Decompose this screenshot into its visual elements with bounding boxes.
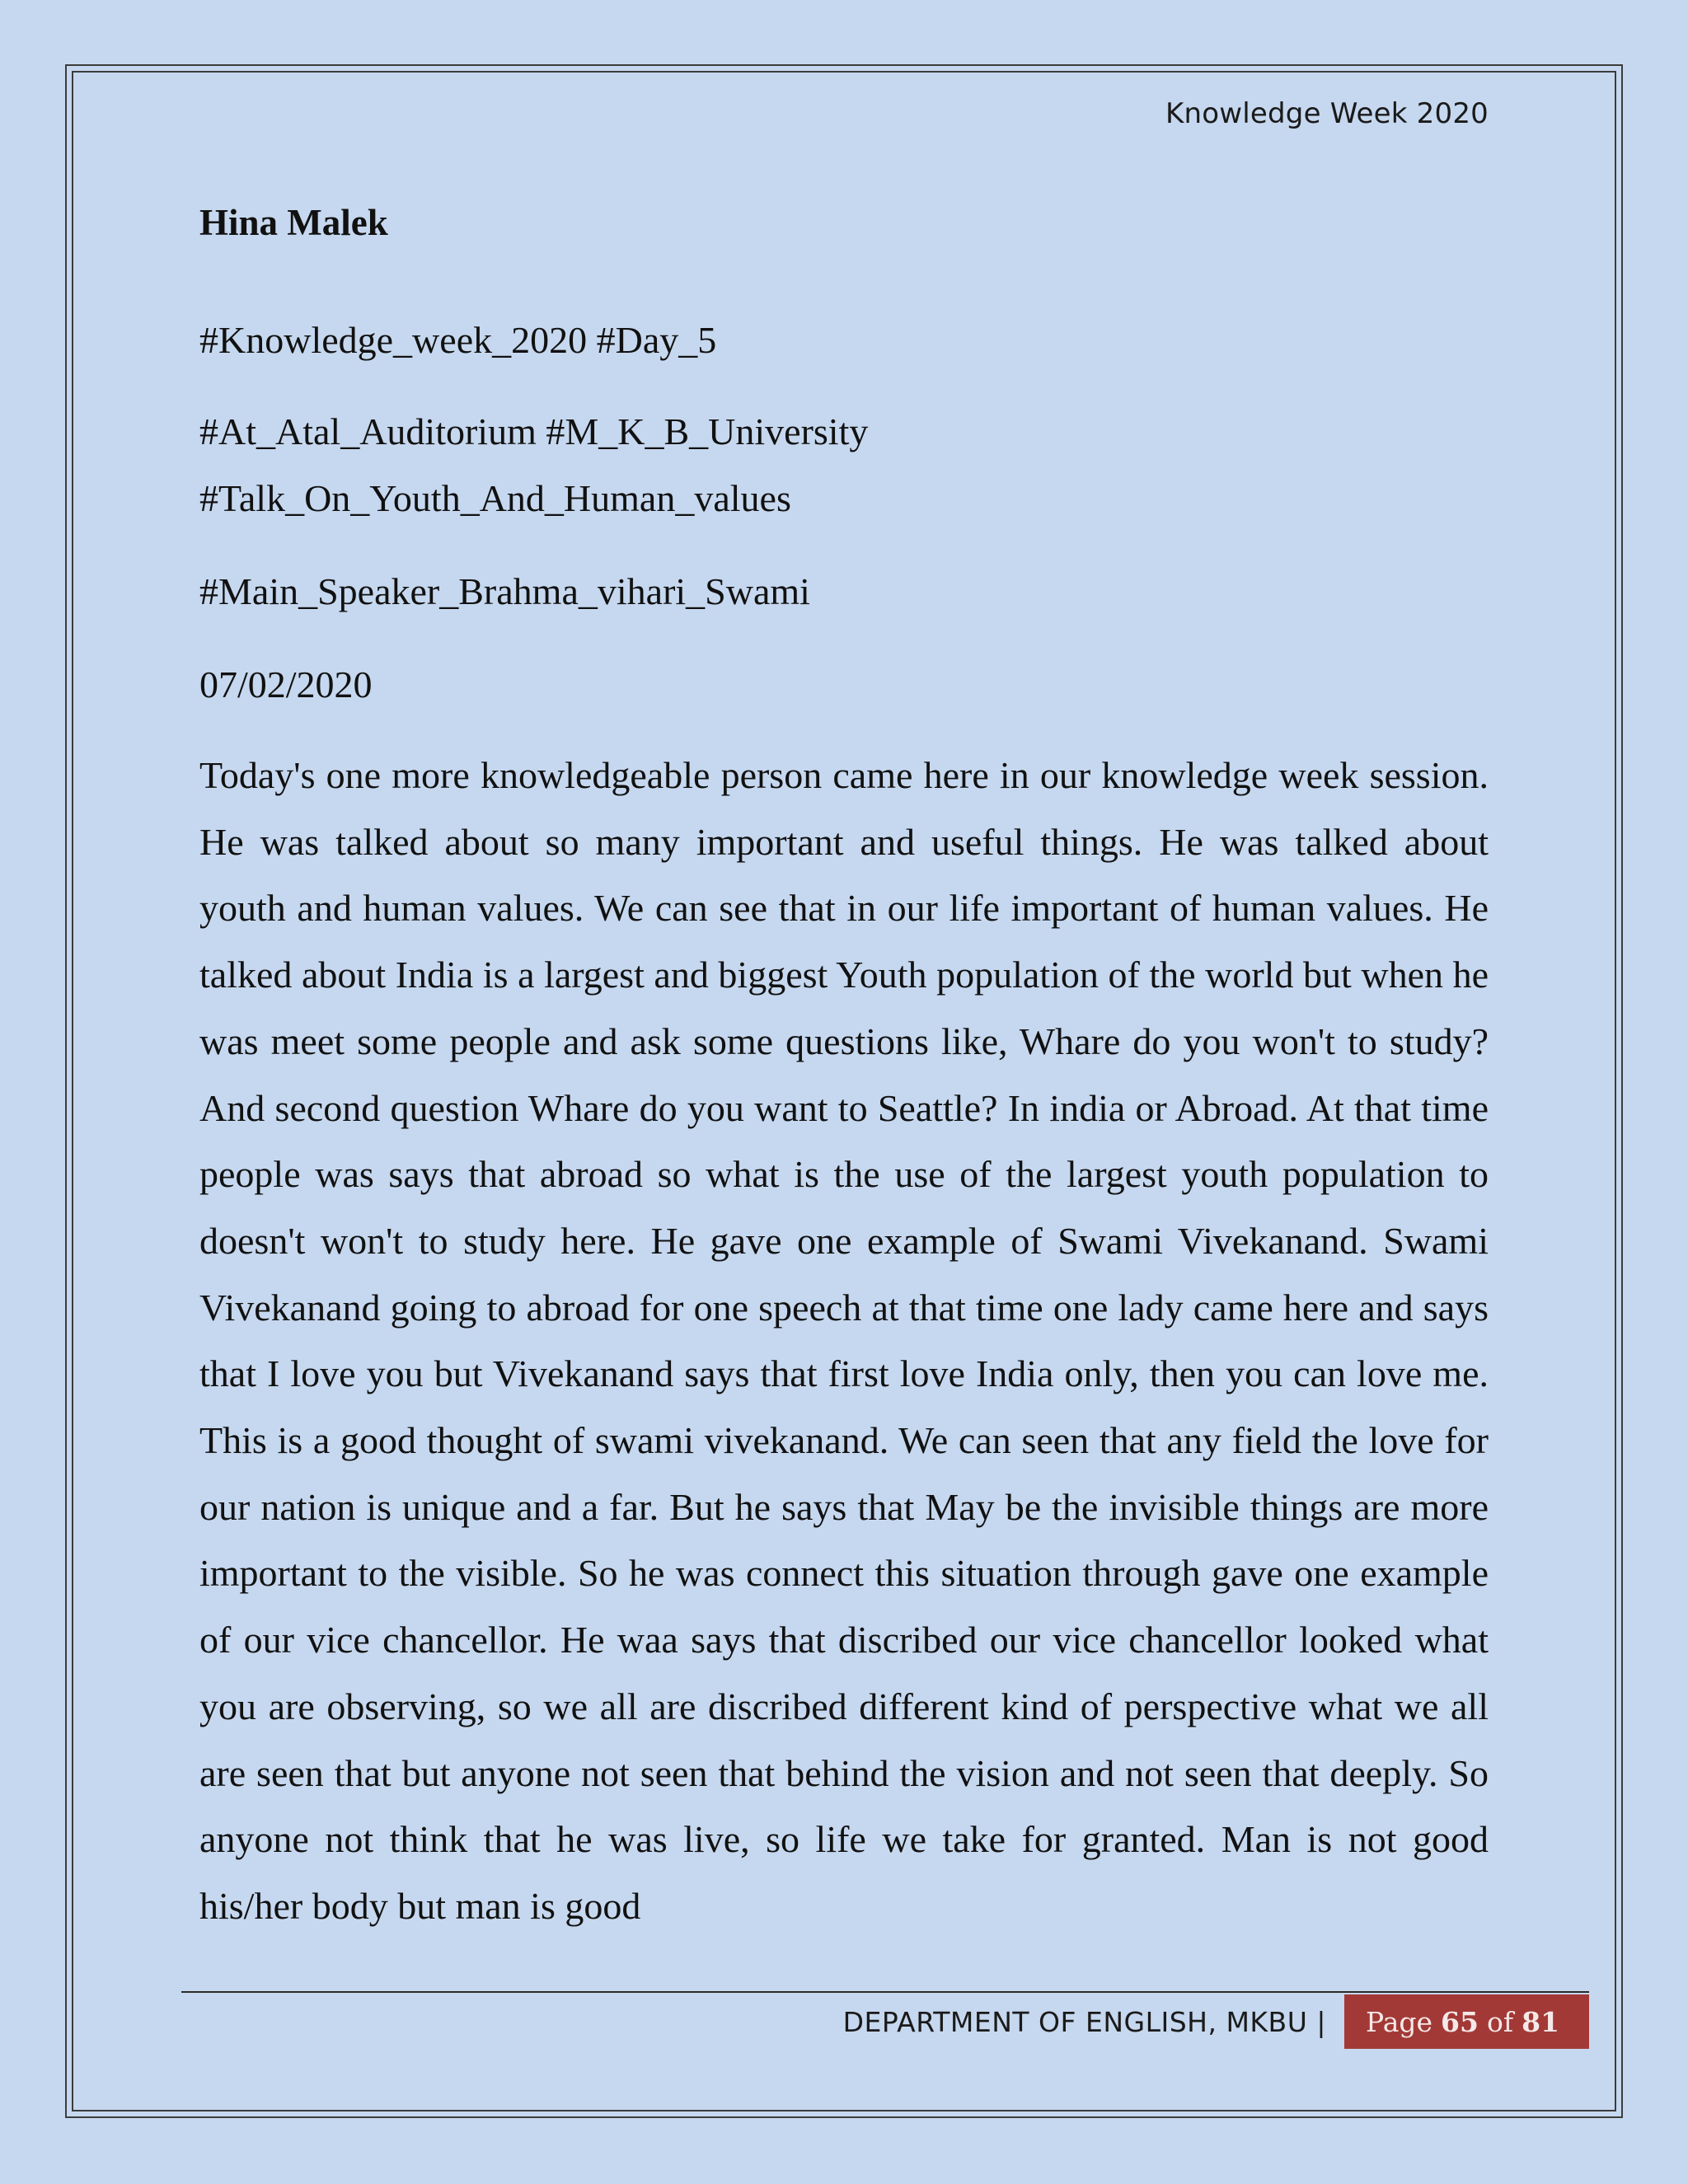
of-word: of [1486,2005,1514,2038]
hashtag-line: #Main_Speaker_Brahma_vihari_Swami [199,570,810,612]
hashtag-line: #At_Atal_Auditorium #M_K_B_University [199,410,869,452]
page-footer [843,1994,1589,2049]
page-number-badge [1344,1994,1589,2049]
current-page-number: 65 [1441,2005,1479,2038]
total-pages-number: 81 [1522,2005,1559,2038]
article-content [199,196,1489,1940]
department-label: DEPARTMENT OF ENGLISH, MKBU | [842,2005,1326,2038]
body-paragraph: Today's one more knowledgeable person came here in our knowledge week session. He was talked about so many important and useful things. He was talked about youth and human values. We can see that in our life important of human values. He talked about India is a largest and biggest Youth population of the world but when he was meet some people and ask some questions like, Whare do you won't to study? And second question Whare do you want to Seattle? In india or Abroad. At that time people was says that abroad so what is the use of the largest youth population to doesn't won't to study here. He gave one example of Swami Vivekanand. Swami Vivekanand going to abroad for one speech at that time one lady came here and says that I love you but Vivekanand says that first love India only, then you can love me. This is a good thought of swami vivekanand. We can seen that any field the love for our nation is unique and a far. But he says that May be the invisible things are more important to the visible. So he was connect this situation through gave one example of our vice chancellor. He waa says that discribed our vice chancellor looked what you are observing, so we all are discribed different kind of perspective what we all are seen that but anyone not seen that behind the vision and not seen that deeply. So anyone not think that he was live, so life we take for granted. Man is not good his/her body but man is good [199,754,1489,1927]
session-date: 07/02/2020 [199,663,373,705]
page-word: Page [1365,2005,1433,2038]
hashtag-line: #Talk_On_Youth_And_Human_values [199,477,791,519]
footer-divider [181,1991,1589,1993]
running-header: Knowledge Week 2020 [1165,97,1489,130]
hashtag-line: #Knowledge_week_2020 #Day_5 [199,319,717,361]
author-name: Hina Malek [199,202,388,243]
